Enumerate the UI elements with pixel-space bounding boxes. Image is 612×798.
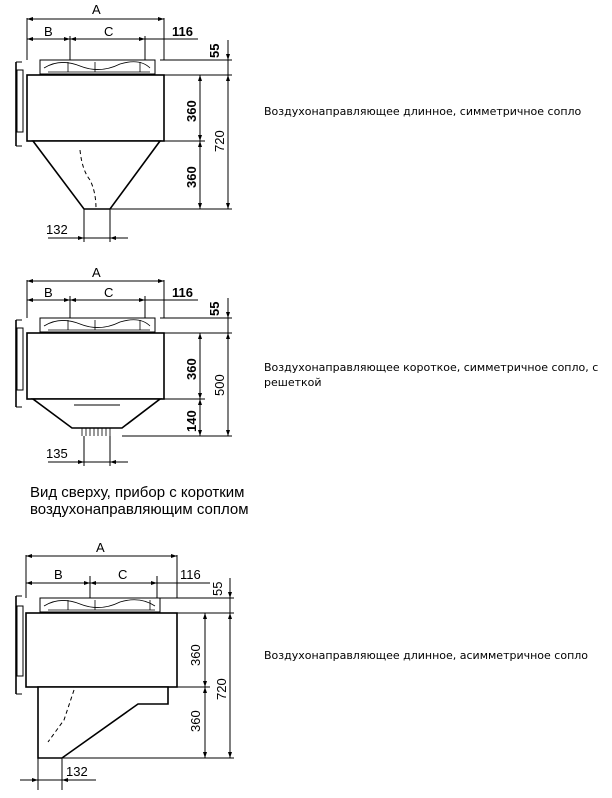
dim-500-label: 500	[212, 374, 227, 396]
drawing-3-caption: Воздухонаправляющее длинное, асимметричное сопло	[264, 649, 589, 662]
dim-116-label: 116	[172, 285, 193, 300]
dim-55-label: 55	[207, 43, 222, 58]
drawing-1-long-symmetric-nozzle	[16, 17, 232, 242]
drawing-2-short-symmetric-nozzle	[16, 279, 232, 466]
dim-55-label: 55	[207, 301, 222, 316]
dim-nozzle-label: 135	[46, 446, 68, 461]
dim-a-label: A	[96, 540, 105, 555]
drawing-2-caption: Воздухонаправляющее короткое, симметричное сопло, с решеткой	[264, 361, 599, 389]
dim-a-label: A	[92, 265, 101, 280]
dim-720-label: 720	[214, 678, 229, 700]
dim-b-label: B	[44, 24, 53, 39]
dim-360-top-label: 360	[184, 100, 199, 122]
dim-55-label: 55	[210, 581, 225, 596]
dim-a-label: A	[92, 2, 101, 17]
dim-720-label: 720	[212, 130, 227, 152]
dim-360-bottom-label: 360	[184, 166, 199, 188]
dim-116-label: 116	[180, 567, 201, 582]
dim-c-label: C	[118, 567, 128, 582]
dim-b-label: B	[44, 285, 53, 300]
dim-c-label: C	[104, 285, 114, 300]
dim-c-label: C	[104, 24, 114, 39]
top-view-heading: Вид сверху, прибор с коротким воздухонаправляющим соплом	[30, 484, 249, 518]
dim-360-label: 360	[184, 358, 199, 380]
drawing-1-caption: Воздухонаправляющее длинное, симметричное сопло	[264, 105, 582, 118]
drawing-3-long-asymmetric-nozzle	[16, 554, 234, 790]
dim-140-label: 140	[184, 410, 199, 432]
dim-116-label: 116	[172, 24, 193, 39]
dim-360-bottom-label: 360	[188, 710, 203, 732]
dim-nozzle-label: 132	[66, 764, 88, 779]
dim-360-top-label: 360	[188, 644, 203, 666]
dim-b-label: B	[54, 567, 63, 582]
dim-nozzle-label: 132	[46, 222, 68, 237]
